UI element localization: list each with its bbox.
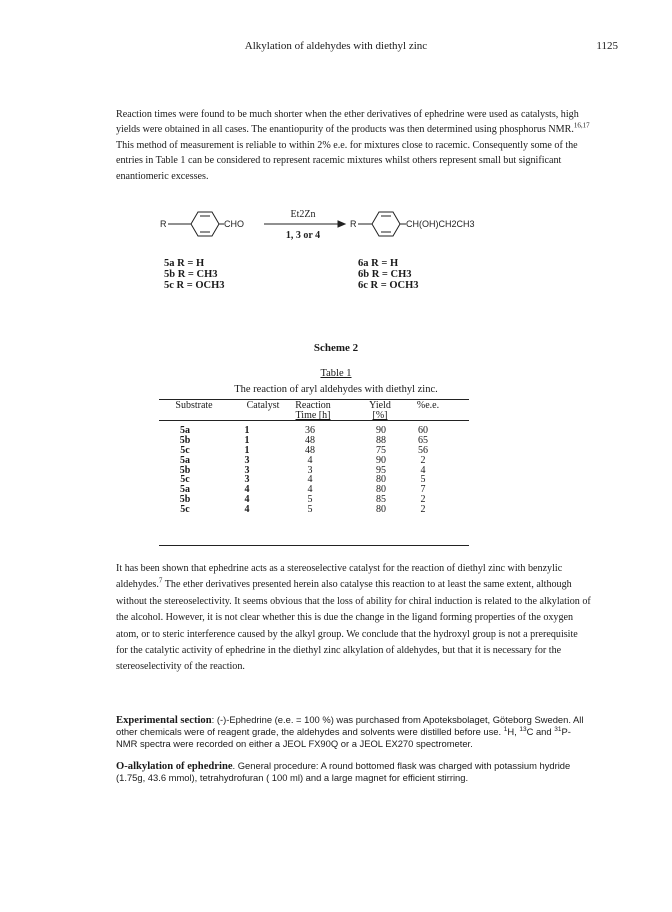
product-labels [358, 258, 419, 291]
paragraph-reaction-times [116, 107, 592, 184]
cell-ee: 7 [420, 484, 426, 496]
running-title: Alkylation of aldehydes with diethyl zinc [244, 40, 428, 52]
cell-ee: 65 [418, 434, 428, 446]
table-bottom-rule [159, 545, 469, 546]
paragraph-text: Reaction times were found to be much shorter when the ether derivatives of ephedrine were used as catalysts, high yields were obtained in all cases. The enantiopurity of the products was then determined using phosphorus NMR. [116, 109, 579, 136]
table-row [159, 505, 469, 515]
cell-substrate: 5b [179, 434, 191, 446]
cell-catalyst: 3 [244, 474, 250, 486]
product-label: 6b R = CH3 [358, 269, 412, 280]
scheme-caption: Scheme 2 [313, 342, 359, 354]
cell-catalyst: 4 [244, 504, 250, 516]
cell-catalyst: 4 [244, 484, 250, 496]
substrate-label: 5b R = CH3 [164, 269, 218, 280]
cell-substrate: 5c [180, 504, 190, 516]
cell-catalyst: 4 [244, 494, 250, 506]
cell-substrate: 5b [179, 494, 191, 506]
page-header [0, 40, 672, 56]
experimental-text: C and [526, 726, 555, 738]
cell-substrate: 5a [180, 484, 190, 496]
cell-ee: 5 [420, 474, 426, 486]
paragraph-text: It has been shown that ephedrine acts as a stereoselective catalyst for the reaction of diethyl zinc with benzylic aldehydes. [116, 563, 563, 591]
cell-time: 48 [305, 444, 315, 456]
substrate-label: 5a R = H [164, 258, 205, 269]
cell-catalyst: 1 [244, 425, 250, 436]
experimental-text: : (-)-Ephedrine (e.e. = 100 %) was purchased from Apoteksbolaget, Göteborg Sweden. All other chemicals were of reagent grade, the aldehydes and solvents were distilled before use. [116, 714, 584, 738]
reaction-scheme [160, 204, 540, 334]
table-header-rule [159, 420, 469, 421]
cell-yield: 95 [376, 464, 386, 476]
scheme-structures [160, 204, 540, 264]
cell-time: 5 [307, 494, 313, 506]
paragraph-text: The ether derivatives presented herein also catalyse this reaction to at least the same extent, although without the stereoselectivity. It seems obvious that the loss of ability for chiral induction is related to the alkylation of the alcohol. However, it is not clear whether this is due the change in the ligand forming properties of the oxygen atom, or to steric interference caused by the alkyl group. We conclude that the hydroxyl group is not a prerequisite for the catalytic activity of ephedrine in the diethyl zinc alkylation of aldehydes, but that it is necessary for the stereoselectivity of the reaction. [116, 579, 591, 673]
header-reaction-line2: Time [h] [295, 410, 331, 421]
cell-substrate: 5b [179, 464, 191, 476]
cell-catalyst: 1 [244, 444, 250, 456]
cell-yield: 80 [376, 504, 386, 516]
header-yield-line2: [%] [372, 410, 388, 421]
citation: 7 [158, 577, 163, 586]
product-label: 6a R = H [358, 258, 399, 269]
isotope-sup: 1 [503, 726, 508, 734]
citation: 16,17 [573, 122, 590, 131]
cell-ee: 2 [420, 454, 426, 466]
r-group-right: R [350, 219, 357, 229]
header-yield-line1: Yield [369, 400, 391, 411]
cell-substrate: 5c [180, 444, 190, 456]
header-substrate: Substrate [175, 400, 213, 411]
isotope-sup: 13 [519, 726, 527, 734]
cell-time: 48 [305, 434, 315, 446]
header-yield [355, 401, 405, 421]
cell-time: 3 [307, 464, 313, 476]
product-group: CH(OH)CH2CH3 [406, 219, 475, 229]
header-ee: %e.e. [416, 400, 440, 411]
cell-yield: 88 [376, 434, 386, 446]
cell-yield: 75 [376, 444, 386, 456]
aldehyde-group: CHO [224, 219, 244, 229]
paragraph-discussion [116, 561, 592, 676]
cell-time: 4 [307, 454, 313, 466]
cell-substrate: 5a [180, 425, 190, 436]
substrate-label: 5c R = OCH3 [164, 280, 225, 291]
cell-time: 5 [307, 504, 313, 516]
header-catalyst: Catalyst [246, 400, 280, 411]
product-label: 6c R = OCH3 [358, 280, 419, 291]
cell-catalyst: 1 [244, 434, 250, 446]
cell-ee: 2 [420, 494, 426, 506]
arrow-head [338, 221, 345, 227]
cell-time: 4 [307, 484, 313, 496]
cell-yield: 80 [376, 484, 386, 496]
o-alkylation-section [116, 760, 592, 784]
isotope-sup: 31 [554, 726, 562, 734]
cell-catalyst: 3 [244, 454, 250, 466]
catalyst-label: 1, 3 or 4 [285, 230, 321, 241]
cell-time: 36 [305, 425, 315, 436]
cell-yield: 90 [376, 425, 386, 436]
o-alkylation-text: . General procedure: A round bottomed flask was charged with potassium hydride (1.75g, 43.6 mmol), tetrahydrofuran ( 100 ml) and a large magnet for efficient stirring. [116, 760, 571, 784]
cell-ee: 4 [420, 464, 426, 476]
cell-substrate: 5a [180, 454, 190, 466]
header-reaction-line1: Reaction [295, 400, 331, 411]
reagent-label: Et2Zn [290, 209, 316, 220]
table-title: Table 1 [320, 368, 352, 379]
experimental-heading: Experimental section [116, 715, 212, 726]
r-group-left: R [160, 219, 167, 229]
table-body [159, 426, 469, 515]
paragraph-text: This method of measurement is reliable to within 2% e.e. for mixtures close to racemic. Consequently some of the entries in Table 1 can be considered to represent racemic mixtures whilst others represent small but significant enantiomeric excesses. [116, 139, 578, 182]
experimental-section [116, 714, 592, 749]
experimental-text: H, [507, 726, 520, 738]
experimental-text: P-NMR spectra were recorded on either a JEOL FX90Q or a JEOL EX270 spectrometer. [116, 726, 571, 749]
page-number: 1125 [596, 40, 618, 52]
cell-yield: 85 [376, 494, 386, 506]
table-caption: The reaction of aryl aldehydes with diethyl zinc. [234, 384, 438, 395]
substrate-labels [164, 258, 225, 291]
cell-yield: 80 [376, 474, 386, 486]
cell-ee: 56 [418, 444, 428, 456]
cell-ee: 2 [420, 504, 426, 516]
cell-yield: 90 [376, 454, 386, 466]
o-alkylation-heading: O-alkylation of ephedrine [116, 761, 233, 772]
header-reaction-time [283, 401, 343, 421]
cell-substrate: 5c [180, 474, 190, 486]
cell-time: 4 [307, 474, 313, 486]
cell-catalyst: 3 [244, 464, 250, 476]
cell-ee: 60 [418, 425, 428, 436]
